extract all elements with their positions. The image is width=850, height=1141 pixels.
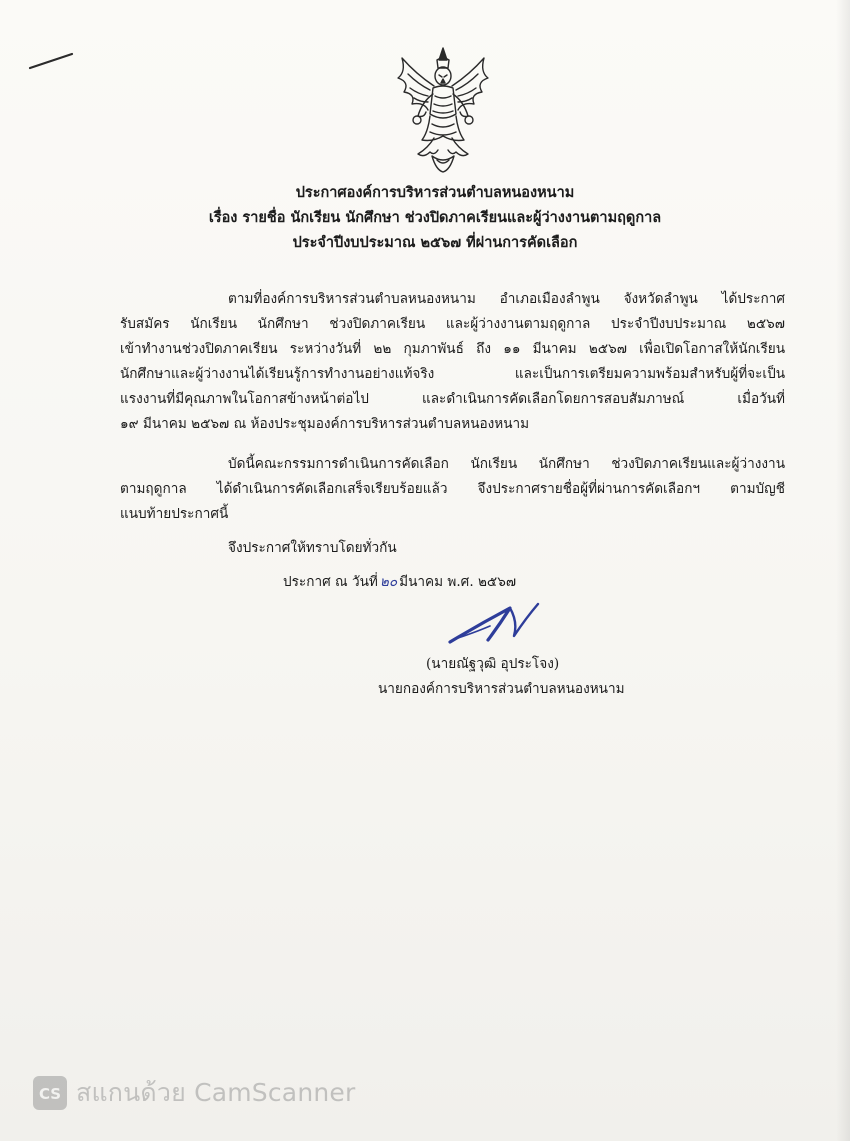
- announcement-heading: ประกาศองค์การบริหารส่วนตำบลหนองหนาม: [295, 184, 575, 201]
- paragraph-line: ตามที่องค์การบริหารส่วนตำบลหนองหนาม อำเภอเมืองลำพูน จังหวัดลำพูน ได้ประกาศ: [228, 291, 785, 307]
- date-suffix: มีนาคม พ.ศ. ๒๕๖๗: [399, 574, 517, 590]
- handwritten-day: ๒๐: [379, 574, 398, 590]
- closing-statement: จึงประกาศให้ทราบโดยทั่วกัน: [228, 540, 397, 556]
- paragraph-line: รับสมัคร นักเรียน นักศึกษา ช่วงปิดภาคเรียน และผู้ว่างงานตามฤดูกาล ประจำปีงบประมาณ ๒๕๖๗: [120, 316, 785, 332]
- camscanner-watermark: [32, 1073, 355, 1113]
- paragraph-line: แรงงานที่มีคุณภาพในโอกาสข้างหน้าต่อไป และดำเนินการคัดเลือกโดยการสอบสัมภาษณ์ เมื่อวันที่: [120, 391, 785, 407]
- garuda-emblem: [388, 44, 498, 176]
- subject-heading: เรื่อง รายชื่อ นักเรียน นักศึกษา ช่วงปิดภาคเรียนและผู้ว่างงานตามฤดูกาล: [208, 209, 662, 226]
- paragraph-line: บัดนี้คณะกรรมการดำเนินการคัดเลือก นักเรียน นักศึกษา ช่วงปิดภาคเรียนและผู้ว่างงาน: [228, 456, 785, 472]
- date-prefix: ประกาศ ณ วันที่: [283, 574, 378, 590]
- fiscal-year-heading: ประจำปีงบประมาณ ๒๕๖๗ ที่ผ่านการคัดเลือก: [292, 234, 578, 251]
- body-paragraph-2: [120, 452, 785, 527]
- camscanner-logo-text: CS: [38, 1085, 62, 1103]
- paragraph-line: ๑๙ มีนาคม ๒๕๖๗ ณ ห้องประชุมองค์การบริหารส่วนตำบลหนองหนาม: [120, 416, 530, 432]
- paragraph-line: แนบท้ายประกาศนี้: [120, 506, 229, 522]
- announcement-date: [283, 570, 516, 592]
- pen-mark: [28, 50, 76, 72]
- paragraph-line: ตามฤดูกาล ได้ดำเนินการคัดเลือกเสร็จเรียบร้อยแล้ว จึงประกาศรายชื่อผู้ที่ผ่านการคัดเลือกฯ ตามบัญชี: [120, 481, 785, 497]
- camscanner-logo-icon: [32, 1075, 68, 1111]
- paragraph-line: เข้าทำงานช่วงปิดภาคเรียน ระหว่างวันที่ ๒๒ กุมภาพันธ์ ถึง ๑๑ มีนาคม ๒๕๖๗ เพื่อเปิดโอกาสให้นักเรียน: [120, 341, 785, 357]
- camscanner-text: สแกนด้วย CamScanner: [76, 1078, 356, 1107]
- page-edge-shadow: [836, 0, 850, 1141]
- paragraph-line: นักศึกษาและผู้ว่างงานได้เรียนรู้การทำงานอย่างแท้จริง และเป็นการเตรียมความพร้อมสำหรับผู้ที่จะเป็น: [120, 366, 785, 382]
- signatory-title: นายกองค์การบริหารส่วนตำบลหนองหนาม: [378, 681, 625, 697]
- signatory-name: (นายณัฐวุฒิ อุประโจง): [426, 656, 560, 672]
- body-paragraph-1: [120, 287, 785, 437]
- handwritten-signature: [440, 596, 560, 656]
